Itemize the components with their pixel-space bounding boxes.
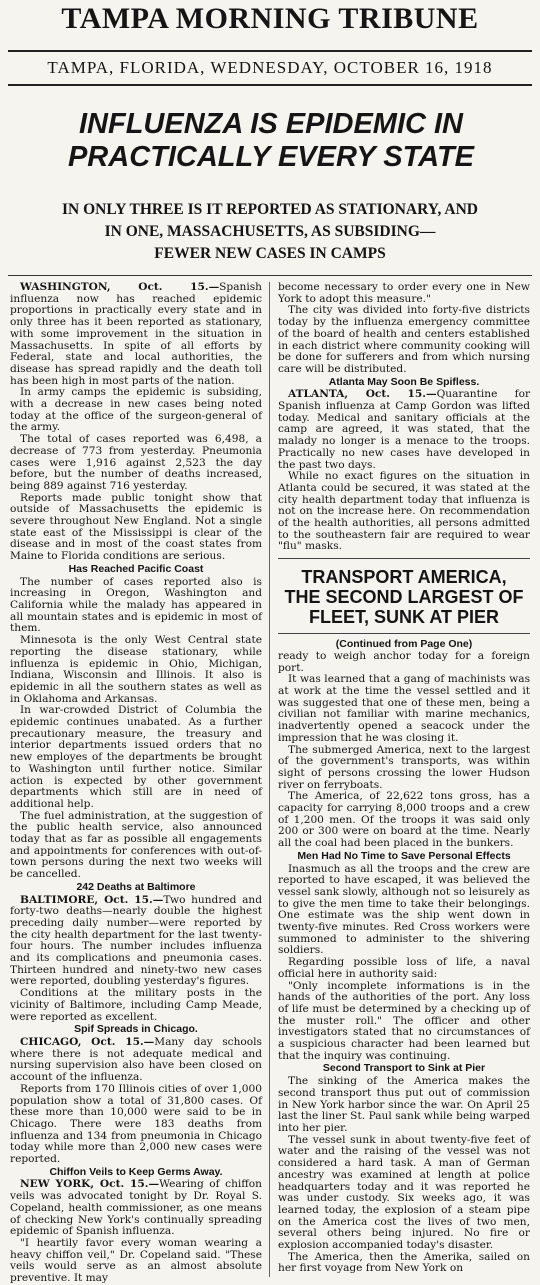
section-subhead: Spif Spreads in Chicago.: [74, 1023, 198, 1036]
article-divider: [278, 558, 530, 559]
headline-line-1: INFLUENZA IS EPIDEMIC IN: [79, 108, 463, 140]
article-paragraph: become necessary to order every one in New York to adopt this measure.": [278, 281, 530, 305]
deck-line-2: IN ONE, MASSACHUSETTS, AS SUBSIDING—: [104, 223, 436, 240]
article-paragraph: The vessel sunk in about twenty-five feet of water and the raising of the vessel was not considered a hard task. A man of German ancestry was examined at length at police headquarters today and it was reported he was under custody. Six weeks ago, it was learned today, the explosion of a steam pipe on the America cost the lives of two men, several others being injured. No fire or explosion accompanied today's disaster.: [278, 1133, 530, 1252]
section-subhead: Second Transport to Sink at Pier: [322, 1062, 486, 1075]
article-paragraph: The city was divided into forty-five districts today by the influenza emergency committee of the board of health and centers established in each district where community cooking will be done for sufferers and from which nursing care will be distributed.: [278, 304, 530, 375]
article-paragraph: [10, 1037, 262, 1084]
article-divider: [278, 633, 530, 634]
article-paragraph: The number of cases reported also is increasing in Oregon, Washington and California while the malady has appeared in all mountain states and is epidemic in most of them.: [10, 575, 262, 635]
article-paragraph: "I heartily favor every woman wearing a heavy chiffon veil," Dr. Copeland said. "These veils would serve as an almost absolute preventive. It may: [10, 1236, 262, 1285]
headline-line-2: PRACTICALLY EVERY STATE: [67, 141, 475, 173]
article-paragraph: [278, 389, 530, 471]
section-subhead: Atlanta May Soon Be Spifless.: [328, 375, 480, 388]
article-paragraph: It was learned that a gang of machinists was at work at the time the vessel settled and it was suggested that one of these men, being a civilian not familiar with marine mechanics, inadvertently opened a seacock under the impression that he was closing it.: [278, 673, 530, 744]
article-paragraph: In army camps the epidemic is subsiding, with a decrease in new cases being noted today at the office of the surgeon-general of the army.: [10, 386, 262, 434]
transport-headline-line-3: FLEET, SUNK AT PIER: [308, 607, 499, 628]
deck-line-3: FEWER NEW CASES IN CAMPS: [154, 245, 386, 262]
article-paragraph: [10, 895, 262, 989]
article-paragraph: The total of cases reported was 6,498, a decrease of 773 from yesterday. Pneumonia cases were 1,916 against 2,523 the day before, but the number of deaths increased, being 889 against 716 yesterday.: [10, 433, 262, 492]
dateline-lead: NEW YORK, Oct. 15.—: [20, 1178, 160, 1191]
deck-line-1: IN ONLY THREE IS IT REPORTED AS STATIONARY, AND: [62, 201, 478, 218]
article-paragraph: The submerged America, next to the largest of the government's transports, was within sight of persons crossing the lower Hudson river on ferryboats.: [278, 743, 530, 791]
continued-note: (Continued from Page One): [335, 638, 473, 651]
article-paragraph: The America, of 22,622 tons gross, has a capacity for carrying 8,000 troops and a crew of 1,200 men. Of the troops it was said only 200 or 300 were on board at the time. Nearly all the coal had been placed in the bunkers.: [278, 790, 530, 850]
article-paragraph: ready to weigh anchor today for a foreign port.: [278, 649, 530, 674]
section-subhead: Men Had No Time to Save Personal Effects: [297, 849, 511, 862]
dateline-lead: BALTIMORE, Oct. 15.—: [20, 893, 164, 906]
article-paragraph: The fuel administration, at the suggestion of the public health service, also announced today that as far as possible all engagements and appointments for conferences with out-of-town persons during the next two weeks will be cancelled.: [10, 809, 262, 881]
dateline: TAMPA, FLORIDA, WEDNESDAY, OCTOBER 16, 1918: [47, 58, 493, 77]
column-divider: [269, 282, 270, 1277]
paragraph-text: Many day schools where there is not adequate medical and nursing supervision also have been closed on account of the influenza.: [10, 1036, 262, 1084]
article-paragraph: Minnesota is the only West Central state reporting the disease stationary, while influenza is epidemic in Ohio, Michigan, Indiana, Wisconsin and Illinois. It also is epidemic in all the southern states as well as in Oklahoma and Arkansas.: [10, 634, 262, 705]
article-paragraph: While no exact figures on the situation in Atlanta could be secured, it was stated at the city health department today that influenza is not on the increase here. On recommendation of the health authorities, all persons admitted to the southeastern fair are required to wear "flu" masks.: [278, 470, 530, 553]
paragraph-text: Two hundred and forty-two deaths—nearly double the highest preceding daily number—were reported by the city health department for the last twenty-four hours. The number includes influenza and its complications and pneumonia cases. Thirteen hundred and ninety-two new cases were reported, doubling yesterday's figures.: [10, 893, 262, 988]
article-paragraph: [10, 1179, 262, 1238]
masthead-rule: [8, 50, 532, 52]
transport-headline-line-1: TRANSPORT AMERICA,: [301, 567, 507, 588]
article-paragraph: Inasmuch as all the troops and the crew are reported to have escaped, it was believed the vessel sank slowly, although not so leisurely as to give the men time to take their belongings. One estimate was the ship went down in twenty-five minutes. Red Cross workers were summoned to administer to the shivering soldiers.: [278, 862, 530, 957]
article-paragraph: The sinking of the America makes the second transport thus put out of commission in New York harbor since the war. On April 25 last the liner St. Paul sank while being warped into her pier.: [278, 1075, 530, 1134]
section-subhead: 242 Deaths at Baltimore: [76, 880, 196, 893]
left-column: [10, 282, 262, 1285]
right-column: [278, 282, 530, 1275]
dateline-lead: CHICAGO, Oct. 15.—: [20, 1036, 155, 1048]
article-paragraph: Regarding possible loss of life, a naval official here in authority said:: [278, 956, 530, 980]
paragraph-text: Spanish influenza now has reached epidemic proportions in practically every state and in only three has it been reported as stationary, with some improvement in the situation in Massachusetts. In spite of all efforts by Federal, state and local authorities, the disease has spread rapidly and the death toll has been high in most parts of the nation.: [10, 281, 262, 387]
subheadline-deck: [6, 199, 534, 265]
section-subhead: Chiffon Veils to Keep Germs Away.: [49, 1165, 223, 1178]
dateline-lead: WASHINGTON, Oct. 15.—: [20, 281, 220, 293]
transport-headline-line-2: THE SECOND LARGEST OF: [284, 587, 524, 608]
transport-headline: [278, 567, 530, 627]
article-paragraph: In war-crowded District of Columbia the epidemic continues unabated. As a further precautionary measure, the treasury and interior departments issued orders that no new employes of the departments be brought to Washington until further notice. Similar action is expected by other government departments which still are in need of additional help.: [10, 704, 262, 810]
article-paragraph: "Only incomplete informations is in the hands of the authorities of the port. Any loss of life must be determined by a checking up of the muster roll." The officer and other investigators stated that no circumstances of a suspicious character had been learned but that the inquiry was continuing.: [278, 979, 530, 1062]
article-paragraph: Conditions at the military posts in the vicinity of Baltimore, including Camp Meade, were reported as excellent.: [10, 987, 262, 1023]
section-subhead: Has Reached Pacific Coast: [68, 562, 204, 575]
main-headline: [12, 108, 530, 174]
paragraph-text: Wearing of chiffon veils was advocated tonight by Dr. Royal S. Copeland, health commissioner, as one means of checking New York's continually spreading epidemic of Spanish influenza.: [10, 1178, 263, 1238]
dateline-rule: [8, 84, 532, 86]
article-paragraph: [10, 282, 262, 387]
article-paragraph: Reports from 170 Illinois cities of over 1,000 population show a total of 31,800 cases. Of these more than 10,000 were said to be in Chicago. There were 183 deaths from influenza and 134 from pneumonia in Chicago today while more than 2,000 new cases were reported.: [10, 1082, 262, 1166]
dateline-lead: ATLANTA, Oct. 15.—: [288, 388, 437, 401]
masthead: TAMPA MORNING TRIBUNE: [61, 2, 479, 35]
article-paragraph: The America, then the Amerika, sailed on her first voyage from New York on: [278, 1250, 530, 1275]
paragraph-text: Quarantine for Spanish influenza at Camp Gordon was lifted today. Medical and sanitary officials at the camp are agreed, it was stated, that the malady no longer is a menace to the troops. Practically no new cases have developed in the past two days.: [278, 388, 531, 471]
deck-rule: [8, 275, 532, 276]
article-paragraph: Reports made public tonight show that outside of Massachusetts the epidemic is severe throughout New England. Not a single state east of the Mississippi is clear of the disease and in most of the coast states from Maine to Florida conditions are serious.: [10, 491, 262, 563]
